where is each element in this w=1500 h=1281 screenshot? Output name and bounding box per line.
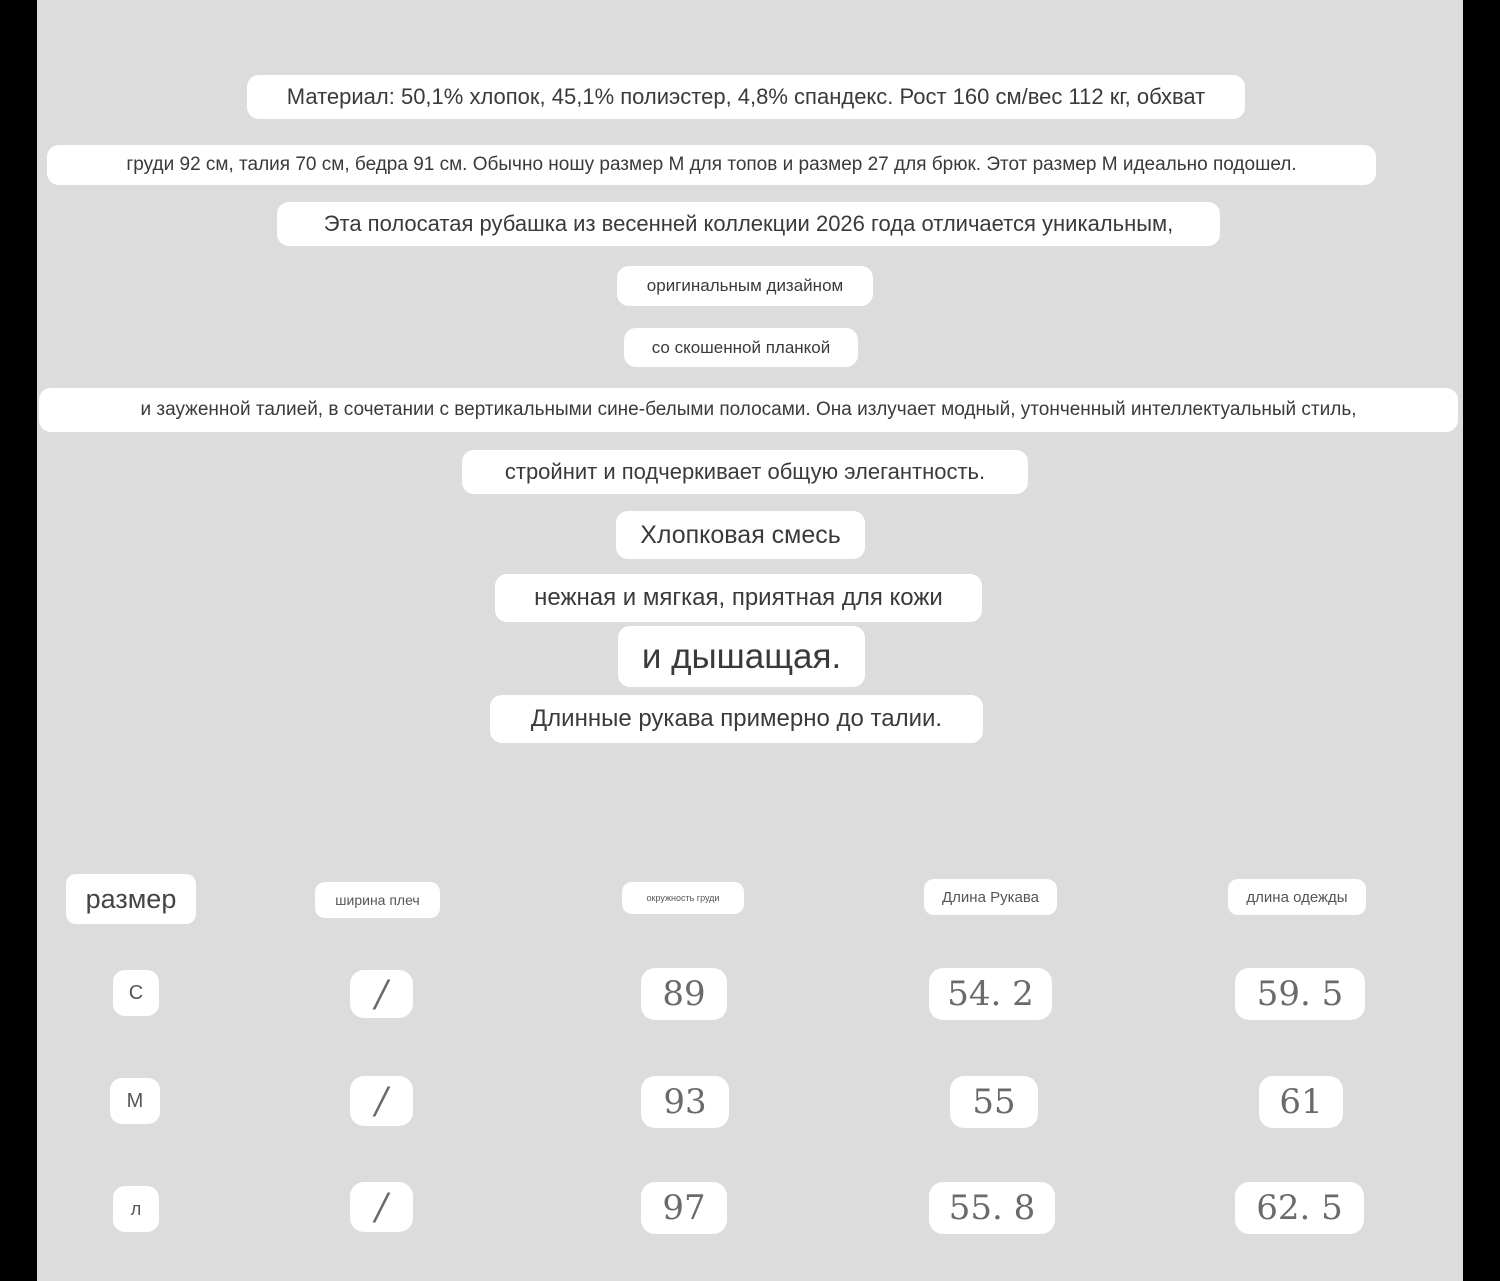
header-size: размер — [66, 874, 196, 924]
header-garment-length: длина одежды — [1228, 879, 1366, 915]
description-line: Эта полосатая рубашка из весенней коллекции 2026 года отличается уникальным, — [277, 202, 1220, 246]
header-chest: окружность груди — [622, 882, 744, 914]
description-line: Длинные рукава примерно до талии. — [490, 695, 983, 743]
chest-cell: 97 — [641, 1182, 727, 1234]
shoulder-cell: / — [350, 970, 413, 1018]
chest-cell: 89 — [641, 968, 727, 1020]
sleeve-cell: 55 — [950, 1076, 1038, 1128]
size-cell: М — [110, 1078, 160, 1124]
description-line: оригинальным дизайном — [617, 266, 873, 306]
description-line: стройнит и подчеркивает общую элегантность. — [462, 450, 1028, 494]
sleeve-cell: 54. 2 — [929, 968, 1052, 1020]
chest-cell: 93 — [641, 1076, 729, 1128]
header-shoulder-width: ширина плеч — [315, 882, 440, 918]
description-line: нежная и мягкая, приятная для кожи — [495, 574, 982, 622]
header-sleeve-length: Длина Рукава — [924, 879, 1057, 915]
description-line: груди 92 см, талия 70 см, бедра 91 см. Обычно ношу размер М для топов и размер 27 для брюк. Этот размер М идеально подошел. — [47, 145, 1376, 185]
description-line: Хлопковая смесь — [616, 511, 865, 559]
shoulder-cell: / — [350, 1076, 413, 1126]
size-cell: л — [113, 1186, 159, 1232]
length-cell: 62. 5 — [1235, 1182, 1364, 1234]
sleeve-cell: 55. 8 — [929, 1182, 1055, 1234]
description-line: Материал: 50,1% хлопок, 45,1% полиэстер, 4,8% спандекс. Рост 160 см/вес 112 кг, обхват — [247, 75, 1245, 119]
length-cell: 61 — [1259, 1076, 1343, 1128]
description-line: со скошенной планкой — [624, 328, 858, 367]
description-line: и зауженной талией, в сочетании с вертикальными сине-белыми полосами. Она излучает модный, утонченный интеллектуальный стиль, — [39, 388, 1458, 432]
description-line: и дышащая. — [618, 626, 865, 687]
size-cell: С — [113, 970, 159, 1016]
shoulder-cell: / — [350, 1182, 413, 1232]
product-detail-canvas — [37, 0, 1463, 1281]
length-cell: 59. 5 — [1235, 968, 1365, 1020]
